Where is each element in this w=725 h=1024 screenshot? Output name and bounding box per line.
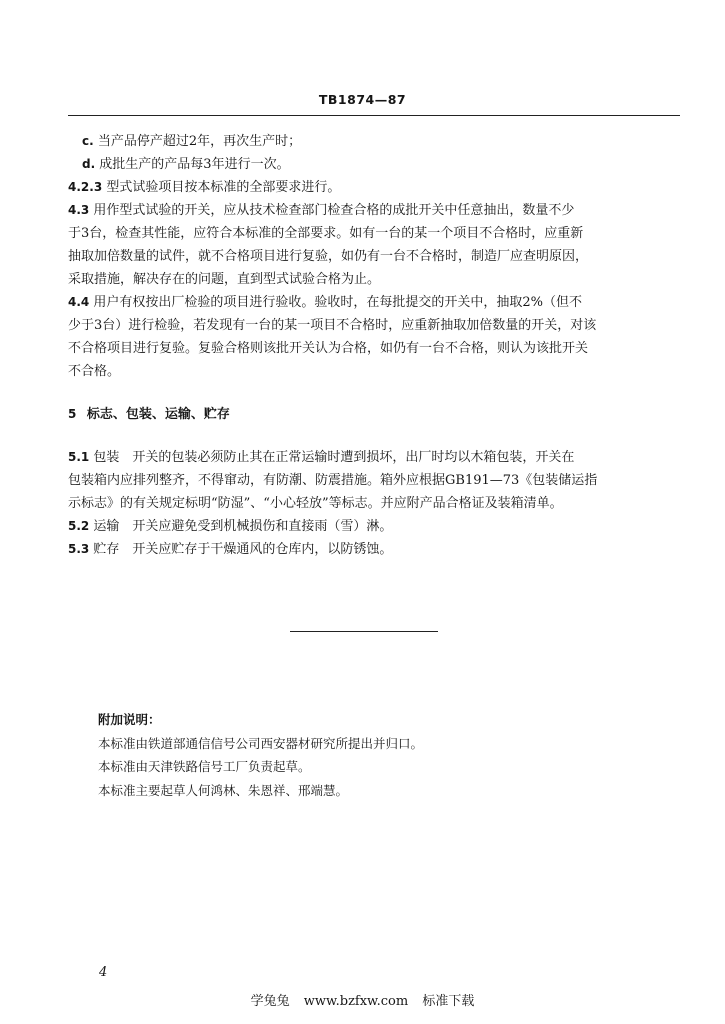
clause-4-4-line-1: 4.4 用户有权按出厂检验的项目进行验收。验收时，在每批提交的开关中，抽取2%（但不 (68, 295, 583, 310)
clause-4-4-line-2: 少于3台）进行检验，若发现有一台的某一项目不合格时，应重新抽取加倍数量的开关，对该 (68, 318, 597, 333)
notes-line-3: 本标准主要起草人何鸿林、朱恩祥、邢端慧。 (98, 782, 349, 798)
section-5-heading: 5 标志、包装、运输、贮存 (68, 407, 230, 422)
list-item-d: d. 成批生产的产品每3年进行一次。 (82, 157, 290, 172)
notes-title: 附加说明： (98, 712, 161, 727)
notes-line-2: 本标准由天津铁路信号工厂负责起草。 (98, 759, 311, 774)
clause-5-1-line-2: 包装箱内应排列整齐，不得窜动，有防潮、防震措施。箱外应根据GB191—73《包装储运指 (68, 473, 598, 488)
clause-4-2-3: 4.2.3 型式试验项目按本标准的全部要求进行。 (68, 180, 341, 195)
clause-4-3-line-4: 采取措施，解决存在的问题，直到型式试验合格为止。 (68, 272, 381, 287)
list-item-c: c. 当产品停产超过2年，再次生产时； (82, 134, 302, 149)
end-of-text-rule (290, 631, 438, 632)
page-number: 4 (99, 965, 108, 980)
clause-4-4-line-4: 不合格。 (68, 364, 121, 379)
notes-line-1: 本标准由铁道部通信信号公司西安器材研究所提出并归口。 (98, 735, 424, 751)
clause-5-1-line-3: 示标志》的有关规定标明“防湿”、“小心轻放”等标志。并应附产品合格证及装箱清单。 (68, 496, 563, 511)
section-spacer (68, 383, 680, 403)
section-spacer (68, 426, 680, 446)
document-body (68, 130, 680, 561)
clause-4-3-line-1: 4.3 用作型式试验的开关，应从技术检查部门检查合格的成批开关中任意抽出，数量不少 (68, 203, 575, 218)
clause-5-3: 5.3 贮存 开关应贮存于干燥通风的仓库内，以防锈蚀。 (68, 542, 393, 557)
clause-5-1-line-1: 5.1 包装 开关的包装必须防止其在正常运输时遭到损坏，出厂时均以木箱包装，开关在 (68, 450, 575, 465)
clause-4-4-line-3: 不合格项目进行复验。复验合格则该批开关认为合格，如仍有一台不合格，则认为该批开关 (68, 341, 589, 356)
standard-code-header: TB1874—87 (318, 92, 407, 107)
clause-4-3-line-3: 抽取加倍数量的试件，就不合格项目进行复验，如仍有一台不合格时，制造厂应查明原因， (68, 249, 589, 264)
header-rule (68, 115, 680, 116)
additional-notes (98, 708, 658, 802)
watermark-footer: 学兔兔 www.bzfxw.com 标准下载 (250, 994, 475, 1009)
clause-4-3-line-2: 于3台，检查其性能，应符合本标准的全部要求。如有一台的某一个项目不合格时，应重新 (68, 226, 584, 241)
clause-5-2: 5.2 运输 开关应避免受到机械损伤和直接雨（雪）淋。 (68, 519, 393, 534)
